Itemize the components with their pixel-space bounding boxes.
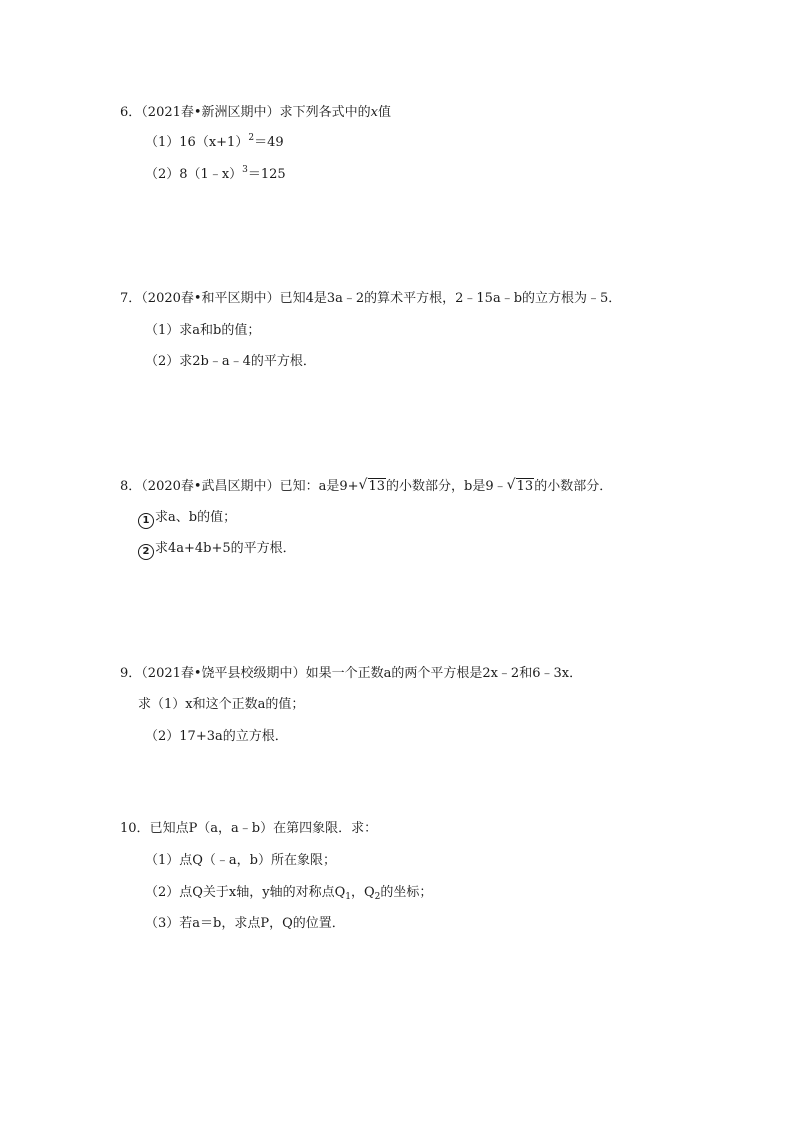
question-6-part-2: （2）8（1﹣x）$^3$＝125 — [145, 165, 286, 182]
question-8-part-1: 1 求a、b的值； — [138, 509, 236, 529]
question-source: 2020春•武昌区期中 — [147, 479, 267, 494]
question-source: 2021春•饶平县校级期中 — [147, 666, 293, 681]
question-6-part-1: $(1)16(x+1)^2=49$ — [145, 133, 284, 150]
question-7-part-2: （2）求2b﹣a﹣4的平方根． — [145, 354, 316, 369]
question-9-stem: 9．（2021春•饶平县校级期中）如果一个正数a的两个平方根是2x﹣2和6﹣3x． — [120, 666, 583, 681]
question-number: 10 — [120, 821, 137, 836]
question-10-part-3: （3）若a＝b，求点P，Q的位置． — [145, 916, 345, 931]
question-8-stem: 8．（2020春•武昌区期中）已知：a是9+√ 13的小数部分，b是9﹣√ 13的小数部分． — [120, 478, 612, 496]
question-10-stem: 10．已知点P（a，a﹣b）在第四象限．求： — [120, 821, 378, 836]
question-9-part-2: （2）17+3a的立方根． — [145, 729, 288, 744]
question-number: 7 — [120, 291, 129, 306]
question-source: 2021春•新洲区期中 — [147, 105, 267, 120]
question-6-stem: 6．（2021春•新洲区期中）求下列各式中的x值 — [120, 105, 391, 120]
question-number: 9 — [120, 666, 129, 681]
question-number: 8 — [120, 479, 129, 494]
question-7-stem: 7．（2020春•和平区期中）已知4是3a﹣2的算术平方根，2﹣15a﹣b的立方根为﹣5． — [120, 291, 622, 306]
sqrt-symbol: √ 13 — [359, 478, 387, 496]
question-8-part-2: 2 求4a+4b+5的平方根． — [138, 540, 296, 560]
question-number: 6 — [120, 105, 129, 120]
sqrt-symbol: √ 13 — [507, 478, 535, 496]
question-10-part-2: （2）点Q关于x轴，y轴的对称点$Q_1$，$Q_2$的坐标； — [145, 885, 433, 902]
circled-number-icon: 2 — [138, 544, 154, 560]
question-7-part-1: （1）求a和b的值； — [145, 323, 261, 338]
question-10-part-1: （1）点Q（﹣a，b）所在象限； — [145, 853, 337, 868]
question-source: 2020春•和平区期中 — [147, 291, 267, 306]
circled-number-icon: 1 — [138, 513, 154, 529]
question-9-part-1: 求（1）x和这个正数a的值； — [138, 697, 305, 712]
